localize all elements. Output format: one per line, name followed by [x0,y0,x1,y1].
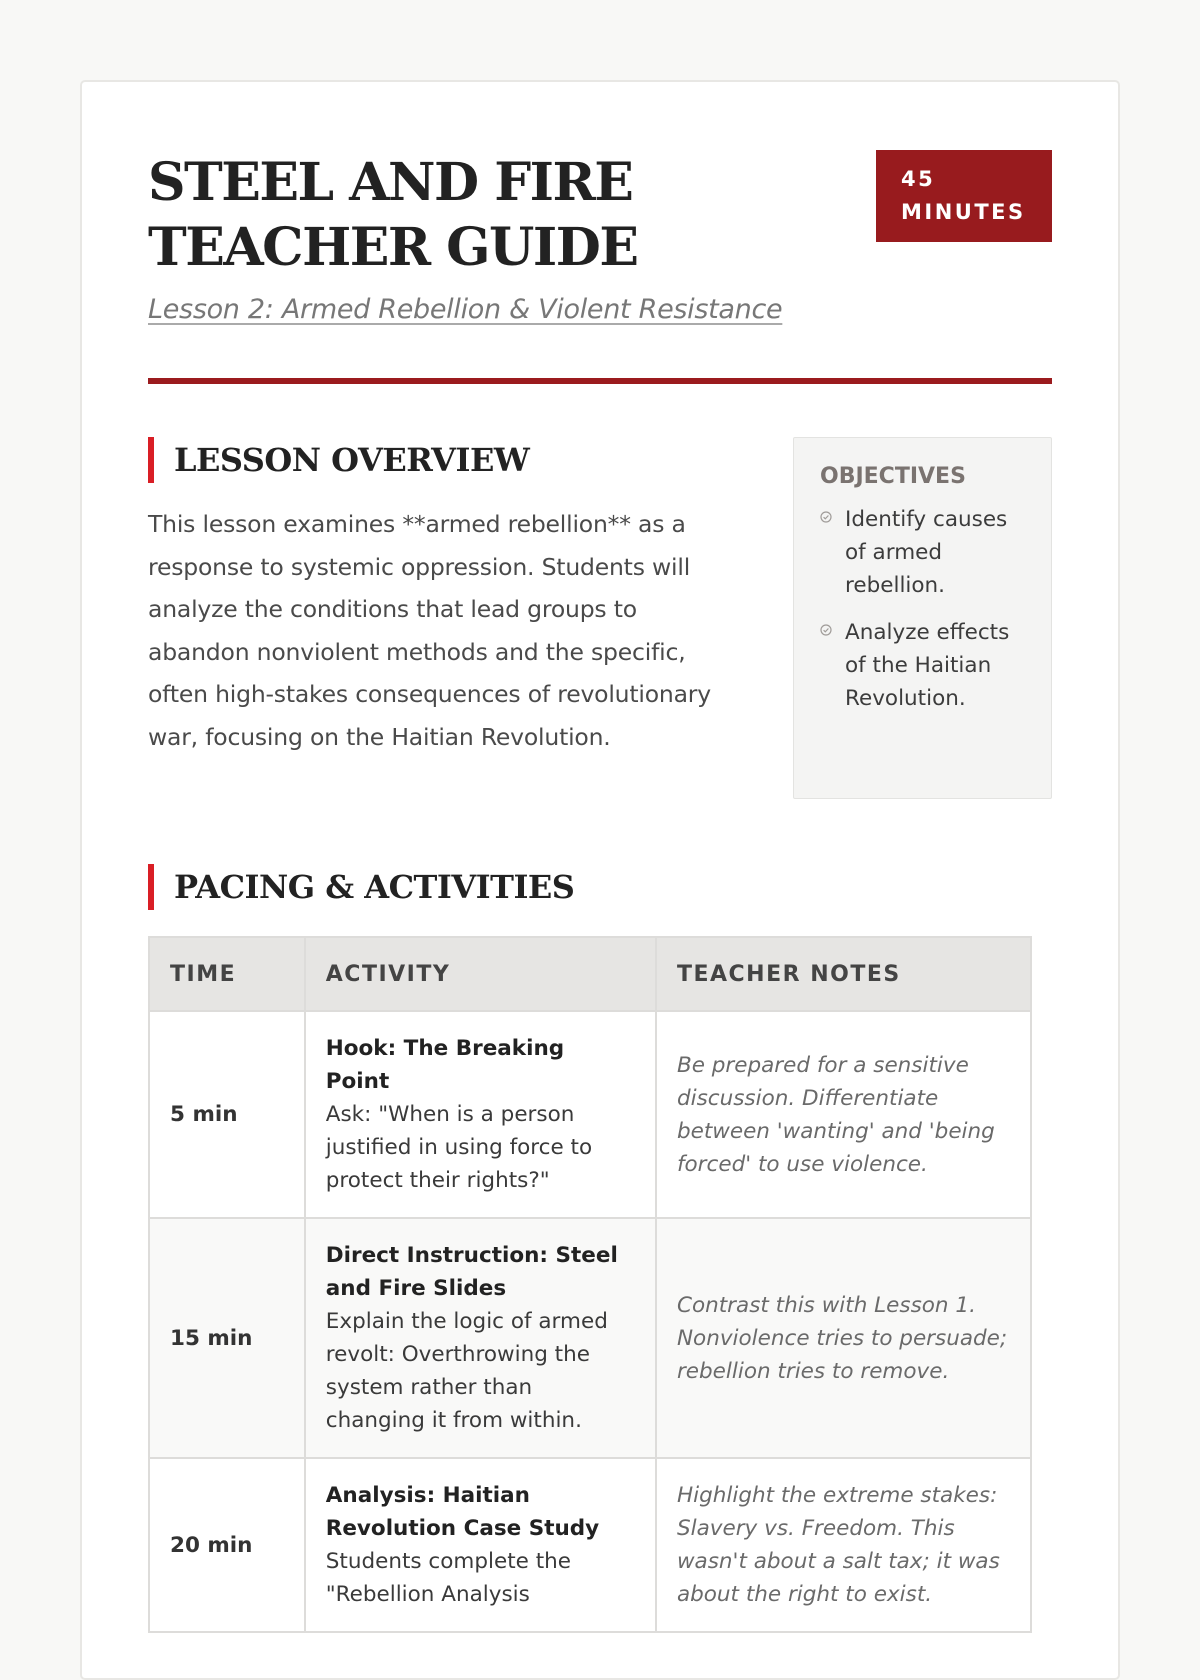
pacing-heading: PACING & ACTIVITIES [174,868,575,906]
activity-title: Hook: The Breaking Point [325,1036,565,1094]
column-header-notes: TEACHER NOTES [656,937,1031,1011]
circle-check-icon [820,511,832,523]
duration-value: 45 [901,167,936,191]
pacing-section [148,864,1052,1633]
table-row [149,1458,1031,1632]
objectives-list [820,503,1031,715]
time-cell: 15 min [149,1218,305,1458]
activity-description: Students complete the "Rebellion Analysis [325,1549,571,1607]
pacing-table [148,936,1032,1633]
table-row [149,1011,1031,1218]
objectives-box [793,437,1052,799]
circle-check-icon [820,624,832,636]
section-heading-overview [148,437,728,483]
overview-text: This lesson examines **armed rebellion** as a response to systemic oppression. Students will analyze the conditions that lead groups to abandon nonviolent methods and the specific, often high-stakes consequences of revolutionary war, focusing on the Haitian Revolution. [148,510,711,751]
overview-section [148,437,1052,799]
teacher-notes-cell: Contrast this with Lesson 1. Nonviolence tries to persuade; rebellion tries to remove. [656,1218,1031,1458]
activity-cell [305,1011,656,1218]
table-header-row [149,937,1031,1011]
title-line-2: TEACHER GUIDE [148,217,638,278]
page-title [148,150,788,280]
lesson-subtitle: Lesson 2: Armed Rebellion & Violent Resistance [148,294,783,325]
objective-item [820,503,1031,602]
objective-item [820,616,1031,715]
column-header-time: TIME [149,937,305,1011]
activity-description: Ask: "When is a person justified in using force to protect their rights?" [325,1102,593,1193]
duration-badge [876,150,1052,242]
objective-text: Analyze effects of the Haitian Revolution. [845,620,1010,711]
teacher-notes-cell: Highlight the extreme stakes: Slavery vs. Freedom. This wasn't about a salt tax; it was about the right to exist. [656,1458,1031,1632]
activity-cell [305,1218,656,1458]
objectives-title: OBJECTIVES [820,464,966,489]
activity-cell [305,1458,656,1632]
activity-title: Analysis: Haitian Revolution Case Study [325,1483,600,1541]
duration-unit: MINUTES [901,200,1026,224]
teacher-guide-card [80,80,1120,1680]
overview-heading: LESSON OVERVIEW [174,441,530,479]
time-cell: 5 min [149,1011,305,1218]
teacher-notes-cell: Be prepared for a sensitive discussion. Differentiate between 'wanting' and 'being forced' to use violence. [656,1011,1031,1218]
title-line-1: STEEL AND FIRE [148,152,633,213]
accent-bar [148,864,154,910]
lesson-overview [148,437,728,799]
activity-title: Direct Instruction: Steel and Fire Slides [325,1243,618,1301]
section-heading-pacing [148,864,1052,910]
time-cell: 20 min [149,1458,305,1632]
column-header-activity: ACTIVITY [305,937,656,1011]
table-row [149,1218,1031,1458]
accent-bar [148,437,154,483]
guide-header [148,150,1052,410]
activity-description: Explain the logic of armed revolt: Overthrowing the system rather than changing it from within. [325,1309,608,1433]
objective-text: Identify causes of armed rebellion. [845,507,1008,598]
